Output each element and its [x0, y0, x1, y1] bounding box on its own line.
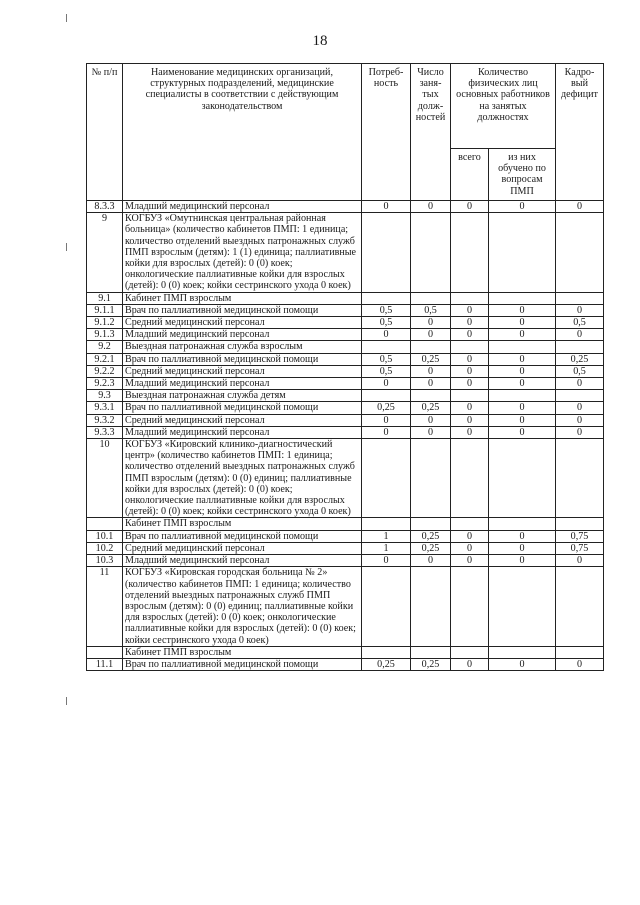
row-num: [87, 646, 123, 658]
row-trained: [489, 646, 556, 658]
row-total: [451, 567, 489, 646]
row-positions: 0: [411, 555, 451, 567]
row-positions: 0,25: [411, 658, 451, 670]
row-positions: [411, 518, 451, 530]
table-body: [87, 201, 604, 671]
row-num: 11: [87, 567, 123, 646]
header-trained: из них обучено по вопросам ПМП: [489, 149, 556, 201]
row-need: 0: [362, 329, 411, 341]
row-trained: 0: [489, 555, 556, 567]
staffing-table: [86, 63, 604, 671]
row-total: [451, 292, 489, 304]
row-total: 0: [451, 201, 489, 213]
row-name: Младший медицинский персонал: [123, 201, 362, 213]
row-name: Кабинет ПМП взрослым: [123, 292, 362, 304]
row-trained: 0: [489, 378, 556, 390]
row-positions: 0,25: [411, 353, 451, 365]
row-num: 9.3.2: [87, 414, 123, 426]
row-need: [362, 341, 411, 353]
row-name: КОГБУЗ «Кировский клинико-диагностический центр» (количество кабинетов ПМП: 1 единица; количество отделений выездных патронажных служб ПМП взрослым (детям): 0 (0) единиц; паллиативные койки для взрослых (детей): 0 (0) коек; онкологические паллиативные койки для взрослых (детей): 0 (0) коек; койки сестринского ухода 0 коек): [123, 439, 362, 518]
row-name: Младший медицинский персонал: [123, 555, 362, 567]
row-num: 9: [87, 213, 123, 292]
header-name: Наименование медицинских организаций, структурных подразделений, медицинские специалисты в соответствии с действующим законодательством: [123, 64, 362, 201]
row-num: 9.1.3: [87, 329, 123, 341]
table-row: [87, 658, 604, 670]
row-positions: 0: [411, 378, 451, 390]
row-total: 0: [451, 530, 489, 542]
row-deficit: [556, 518, 604, 530]
row-positions: 0,25: [411, 530, 451, 542]
row-trained: 0: [489, 658, 556, 670]
header-need: Потреб-ность: [362, 64, 411, 201]
row-num: 10: [87, 439, 123, 518]
table-row: [87, 646, 604, 658]
scan-mark-top: [66, 14, 67, 22]
row-need: 0,5: [362, 317, 411, 329]
row-positions: 0: [411, 201, 451, 213]
row-positions: [411, 646, 451, 658]
row-positions: [411, 390, 451, 402]
row-num: 9.1.1: [87, 304, 123, 316]
row-need: [362, 292, 411, 304]
row-name: Врач по паллиативной медицинской помощи: [123, 353, 362, 365]
table-row: [87, 542, 604, 554]
row-deficit: 0: [556, 414, 604, 426]
row-deficit: 0,75: [556, 542, 604, 554]
row-positions: [411, 439, 451, 518]
row-deficit: 0: [556, 658, 604, 670]
row-deficit: 0: [556, 402, 604, 414]
row-num: 9.3: [87, 390, 123, 402]
row-num: 9.1.2: [87, 317, 123, 329]
row-trained: 0: [489, 201, 556, 213]
row-total: 0: [451, 329, 489, 341]
row-need: 0: [362, 378, 411, 390]
header-total: всего: [451, 149, 489, 201]
row-name: Младший медицинский персонал: [123, 378, 362, 390]
table-row: [87, 390, 604, 402]
row-positions: 0: [411, 426, 451, 438]
header-num: № п/п: [87, 64, 123, 201]
row-need: 0: [362, 555, 411, 567]
row-deficit: 0: [556, 426, 604, 438]
row-num: 9.2.1: [87, 353, 123, 365]
row-need: 0: [362, 201, 411, 213]
table-row: [87, 353, 604, 365]
row-deficit: [556, 341, 604, 353]
row-trained: [489, 213, 556, 292]
row-deficit: 0: [556, 378, 604, 390]
table-row: [87, 402, 604, 414]
row-positions: [411, 567, 451, 646]
row-need: [362, 390, 411, 402]
row-need: 1: [362, 530, 411, 542]
table-row: [87, 304, 604, 316]
staffing-table-wrapper: [86, 63, 604, 671]
row-deficit: 0,75: [556, 530, 604, 542]
table-row: [87, 292, 604, 304]
row-need: 0,5: [362, 304, 411, 316]
row-need: [362, 646, 411, 658]
row-trained: [489, 439, 556, 518]
row-total: 0: [451, 658, 489, 670]
row-trained: 0: [489, 304, 556, 316]
row-name: КОГБУЗ «Кировская городская больница № 2» (количество кабинетов ПМП: 1 единица; количество отделений выездных патронажных служб ПМП взрослым (детям): 0 (0) единиц; паллиативные койки для взрослых (детей): 0 (0) коек; онкологические паллиативные койки для взрослых (детей): 0 (0) коек; койки сестринского ухода 0 коек): [123, 567, 362, 646]
row-need: 0,5: [362, 365, 411, 377]
row-num: 10.2: [87, 542, 123, 554]
header-persons: Количество физических лиц основных работников на занятых должностях: [451, 64, 556, 149]
row-total: [451, 646, 489, 658]
row-deficit: 0,5: [556, 317, 604, 329]
row-num: [87, 518, 123, 530]
row-deficit: 0: [556, 304, 604, 316]
table-row: [87, 378, 604, 390]
row-name: Средний медицинский персонал: [123, 542, 362, 554]
row-deficit: [556, 646, 604, 658]
row-need: 0,25: [362, 658, 411, 670]
scan-mark-middle: [66, 243, 67, 251]
table-row: [87, 317, 604, 329]
row-positions: 0,25: [411, 542, 451, 554]
row-total: [451, 341, 489, 353]
row-num: 10.3: [87, 555, 123, 567]
row-name: Средний медицинский персонал: [123, 414, 362, 426]
row-name: Врач по паллиативной медицинской помощи: [123, 658, 362, 670]
row-trained: [489, 341, 556, 353]
row-num: 9.2: [87, 341, 123, 353]
row-num: 9.2.2: [87, 365, 123, 377]
row-total: [451, 518, 489, 530]
row-deficit: 0,5: [556, 365, 604, 377]
row-positions: 0: [411, 414, 451, 426]
row-name: Младший медицинский персонал: [123, 426, 362, 438]
scan-mark-bottom: [66, 697, 67, 705]
row-trained: 0: [489, 317, 556, 329]
row-name: Кабинет ПМП взрослым: [123, 518, 362, 530]
row-deficit: 0: [556, 555, 604, 567]
row-total: [451, 213, 489, 292]
row-deficit: [556, 292, 604, 304]
row-need: 1: [362, 542, 411, 554]
row-name: КОГБУЗ «Омутнинская центральная районная больница» (количество кабинетов ПМП: 1 единица; количество отделений выездных патронажных служб ПМП взрослым (детям): 1 (1) единица; паллиативные койки для взрослых (детей): 0 (0) коек; онкологические паллиативные койки для взрослых (детей): 0 (0) коек; койки сестринского ухода 0 коек): [123, 213, 362, 292]
row-deficit: [556, 213, 604, 292]
row-name: Врач по паллиативной медицинской помощи: [123, 402, 362, 414]
row-trained: 0: [489, 530, 556, 542]
table-row: [87, 518, 604, 530]
row-name: Кабинет ПМП взрослым: [123, 646, 362, 658]
row-name: Младший медицинский персонал: [123, 329, 362, 341]
header-deficit: Кадро-вый дефицит: [556, 64, 604, 201]
row-positions: [411, 292, 451, 304]
row-deficit: 0: [556, 329, 604, 341]
row-trained: [489, 567, 556, 646]
row-num: 9.3.1: [87, 402, 123, 414]
row-total: 0: [451, 365, 489, 377]
row-need: 0: [362, 414, 411, 426]
row-deficit: [556, 390, 604, 402]
row-name: Выездная патронажная служба взрослым: [123, 341, 362, 353]
row-name: Выездная патронажная служба детям: [123, 390, 362, 402]
row-total: 0: [451, 317, 489, 329]
row-total: 0: [451, 555, 489, 567]
row-trained: 0: [489, 414, 556, 426]
row-positions: [411, 341, 451, 353]
row-total: 0: [451, 542, 489, 554]
table-row: [87, 530, 604, 542]
row-num: 9.2.3: [87, 378, 123, 390]
row-deficit: [556, 439, 604, 518]
row-trained: 0: [489, 426, 556, 438]
row-total: 0: [451, 378, 489, 390]
row-name: Средний медицинский персонал: [123, 365, 362, 377]
row-total: [451, 439, 489, 518]
row-trained: 0: [489, 365, 556, 377]
row-trained: [489, 518, 556, 530]
table-row: [87, 426, 604, 438]
row-num: 11.1: [87, 658, 123, 670]
row-positions: 0,5: [411, 304, 451, 316]
table-row: [87, 329, 604, 341]
table-row: [87, 341, 604, 353]
row-positions: 0: [411, 365, 451, 377]
row-need: 0,25: [362, 402, 411, 414]
page-number: 18: [312, 33, 328, 49]
row-need: 0,5: [362, 353, 411, 365]
table-row: [87, 414, 604, 426]
row-name: Врач по паллиативной медицинской помощи: [123, 530, 362, 542]
table-row: [87, 213, 604, 292]
table-row: [87, 555, 604, 567]
row-name: Средний медицинский персонал: [123, 317, 362, 329]
table-row: [87, 567, 604, 646]
row-total: [451, 390, 489, 402]
row-total: 0: [451, 414, 489, 426]
table-row: [87, 201, 604, 213]
row-need: 0: [362, 426, 411, 438]
row-deficit: 0,25: [556, 353, 604, 365]
row-name: Врач по паллиативной медицинской помощи: [123, 304, 362, 316]
row-trained: [489, 292, 556, 304]
row-need: [362, 567, 411, 646]
row-need: [362, 439, 411, 518]
row-trained: 0: [489, 402, 556, 414]
row-total: 0: [451, 353, 489, 365]
row-positions: 0,25: [411, 402, 451, 414]
row-total: 0: [451, 426, 489, 438]
row-total: 0: [451, 402, 489, 414]
row-total: 0: [451, 304, 489, 316]
row-num: 10.1: [87, 530, 123, 542]
row-trained: [489, 390, 556, 402]
row-num: 8.3.3: [87, 201, 123, 213]
table-row: [87, 439, 604, 518]
table-row: [87, 365, 604, 377]
row-num: 9.3.3: [87, 426, 123, 438]
row-num: 9.1: [87, 292, 123, 304]
row-trained: 0: [489, 353, 556, 365]
row-need: [362, 518, 411, 530]
row-trained: 0: [489, 542, 556, 554]
row-trained: 0: [489, 329, 556, 341]
row-positions: [411, 213, 451, 292]
header-positions: Число заня-тых долж-ностей: [411, 64, 451, 201]
row-deficit: 0: [556, 201, 604, 213]
row-positions: 0: [411, 317, 451, 329]
row-need: [362, 213, 411, 292]
row-deficit: [556, 567, 604, 646]
row-positions: 0: [411, 329, 451, 341]
